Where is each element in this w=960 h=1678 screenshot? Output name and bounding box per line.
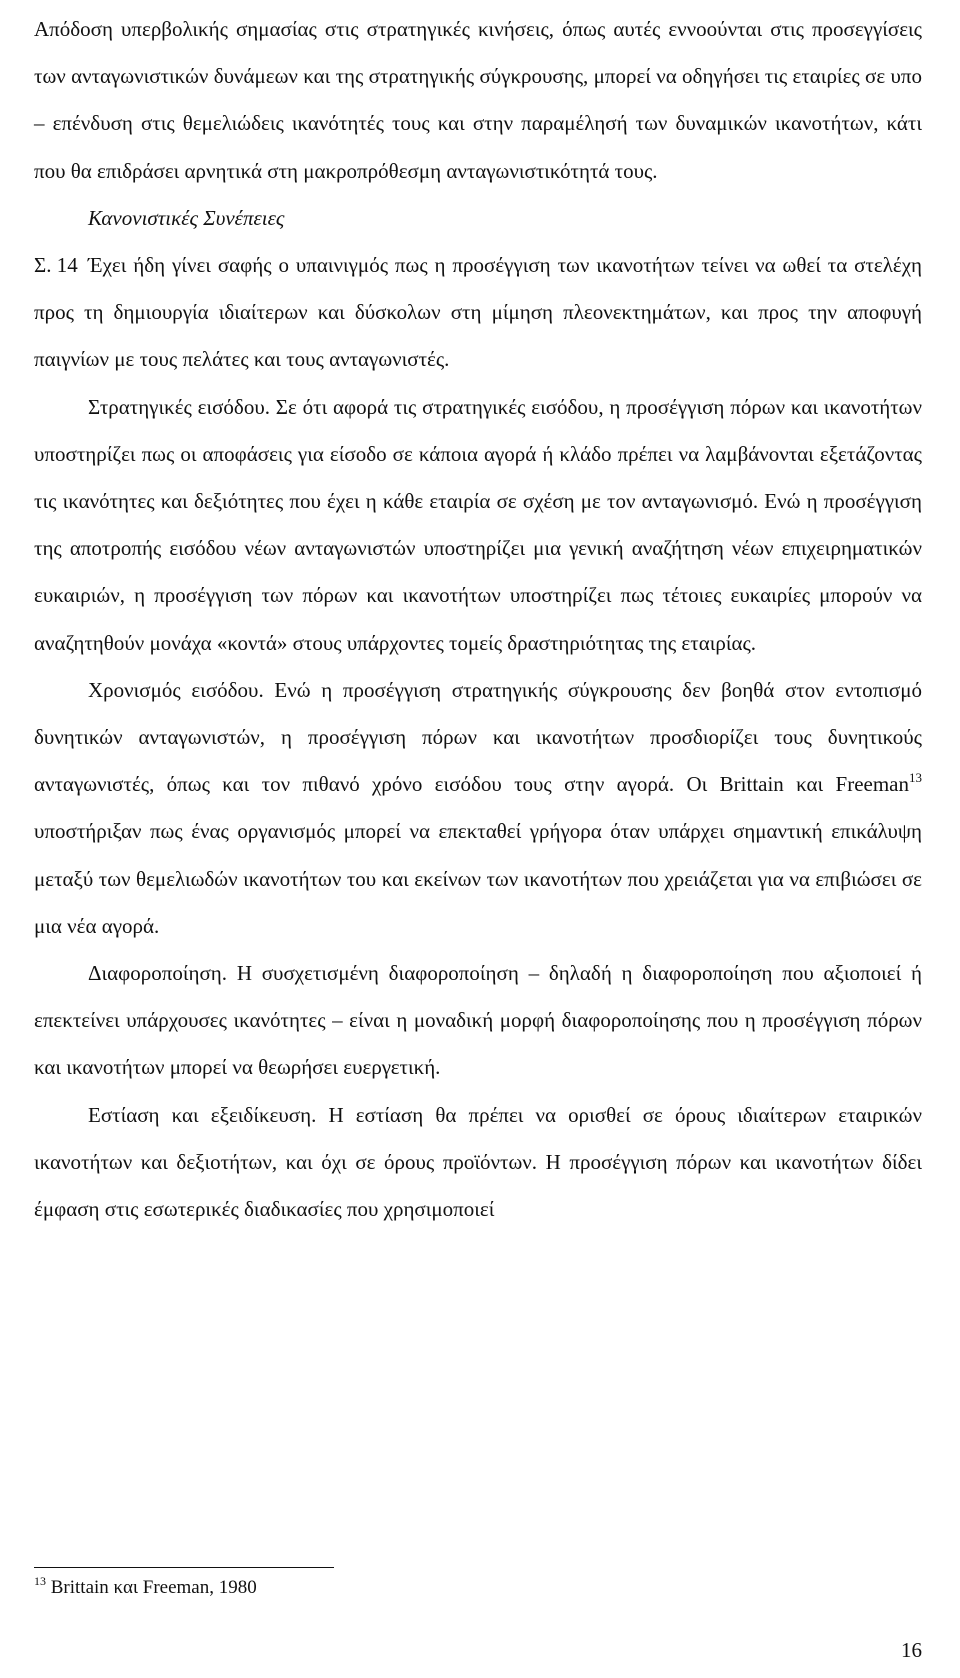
paragraph-text: Έχει ήδη γίνει σαφής ο υπαινιγμός πως η προσέγγιση των ικανοτήτων τείνει να ωθεί τα στελέχη προς τη δημιουργία ιδιαίτερων και δύσκολων στη μίμηση πλεονεκτημάτων, και προς την αποφυγή παιγνίων με τους πελάτες και τους ανταγωνιστές. <box>34 253 922 372</box>
paragraph-lead: Διαφοροποίηση. <box>88 961 228 986</box>
paragraph-label: Σ. 14 <box>34 253 78 278</box>
footnote-reference: 13 <box>909 770 922 786</box>
paragraph-diversification <box>34 950 922 1092</box>
body-text <box>34 6 922 1233</box>
footnote-number: 13 <box>34 1574 46 1588</box>
paragraph-lead: Χρονισμός εισόδου. <box>88 677 264 702</box>
paragraph-lead: Στρατηγικές εισόδου. <box>88 394 270 419</box>
paragraph-entry-timing <box>34 667 922 950</box>
page-number: 16 <box>901 1638 922 1662</box>
paragraph-text: Η συσχετισμένη διαφοροποίηση – δηλαδή η διαφοροποίηση που αξιοποιεί ή επεκτείνει υπάρχουσες ικανότητες – είναι η μοναδική μορφή διαφοροποίησης που η προσέγγιση πόρων και ικανοτήτων μπορεί να θεωρήσει ευεργετική. <box>34 961 922 1080</box>
paragraph-text-continued: υποστήριξαν πως ένας οργανισμός μπορεί να επεκταθεί γρήγορα όταν υπάρχει σημαντική επικάλυψη μεταξύ των θεμελιωδών ικανοτήτων του και εκείνων των ικανοτήτων που χρειάζεται για να επιβιώσει σε μια νέα αγορά. <box>34 819 922 938</box>
paragraph-lead: Εστίαση και εξειδίκευση. <box>88 1102 317 1127</box>
footnote-text: Brittain και Freeman, 1980 <box>46 1577 257 1598</box>
paragraph-entry-strategies <box>34 384 922 667</box>
paragraph-focus <box>34 1092 922 1234</box>
paragraph-text: Σε ότι αφορά τις στρατηγικές εισόδου, η προσέγγιση πόρων και ικανοτήτων υποστηρίζει πως οι αποφάσεις για είσοδο σε κάποια αγορά ή κλάδο πρέπει να λαμβάνονται εξετάζοντας τις ικανότητες και δεξιότητες που έχει η κάθε εταιρία σε σχέση με τον ανταγωνισμό. Ενώ η προσέγγιση της αποτροπής εισόδου νέων ανταγωνιστών υποστηρίζει μια γενική αναζήτηση νέων επιχειρηματικών ευκαιριών, η προσέγγιση των πόρων και ικανοτήτων υποστηρίζει πως τέτοιες ευκαιρίες μπορούν να αναζητηθούν μονάχα «κοντά» στους υπάρχοντες τομείς δραστηριότητας της εταιρίας. <box>34 394 922 655</box>
paragraph-s14 <box>34 242 922 384</box>
section-heading <box>88 195 922 242</box>
paragraph-text: Ενώ η προσέγγιση στρατηγικής σύγκρουσης δεν βοηθά στον εντοπισμό δυνητικών ανταγωνιστών, η προσέγγιση πόρων και ικανοτήτων προσδιορίζει τους δυνητικούς ανταγωνιστές, όπως και τον πιθανό χρόνο εισόδου τους στην αγορά. Οι Brittain και Freeman <box>34 677 922 797</box>
footnote-divider <box>34 1567 334 1568</box>
paragraph-text: Απόδοση υπερβολικής σημασίας στις στρατηγικές κινήσεις, όπως αυτές εννοούνται στις προσεγγίσεις των ανταγωνιστικών δυνάμεων και της στρατηγικής σύγκρουσης, μπορεί να οδηγήσει τις εταιρίες σε υπο – επένδυση στις θεμελιώδεις ικανότητές τους και στην παραμέλησή των δυναμικών ικανοτήτων, κάτι που θα επιδράσει αρνητικά στη μακροπρόθεσμη ανταγωνιστικότητά τους. <box>34 17 922 183</box>
footnote <box>34 1575 257 1601</box>
paragraph-strategic-moves <box>34 6 922 195</box>
section-heading-text: Κανονιστικές Συνέπειες <box>88 205 285 230</box>
paragraph-text: Η εστίαση θα πρέπει να ορισθεί σε όρους ιδιαίτερων εταιρικών ικανοτήτων και δεξιοτήτων, και όχι σε όρους προϊόντων. Η προσέγγιση πόρων και ικανοτήτων δίδει έμφαση στις εσωτερικές διαδικασίες που χρησιμοποιεί <box>34 1102 922 1222</box>
